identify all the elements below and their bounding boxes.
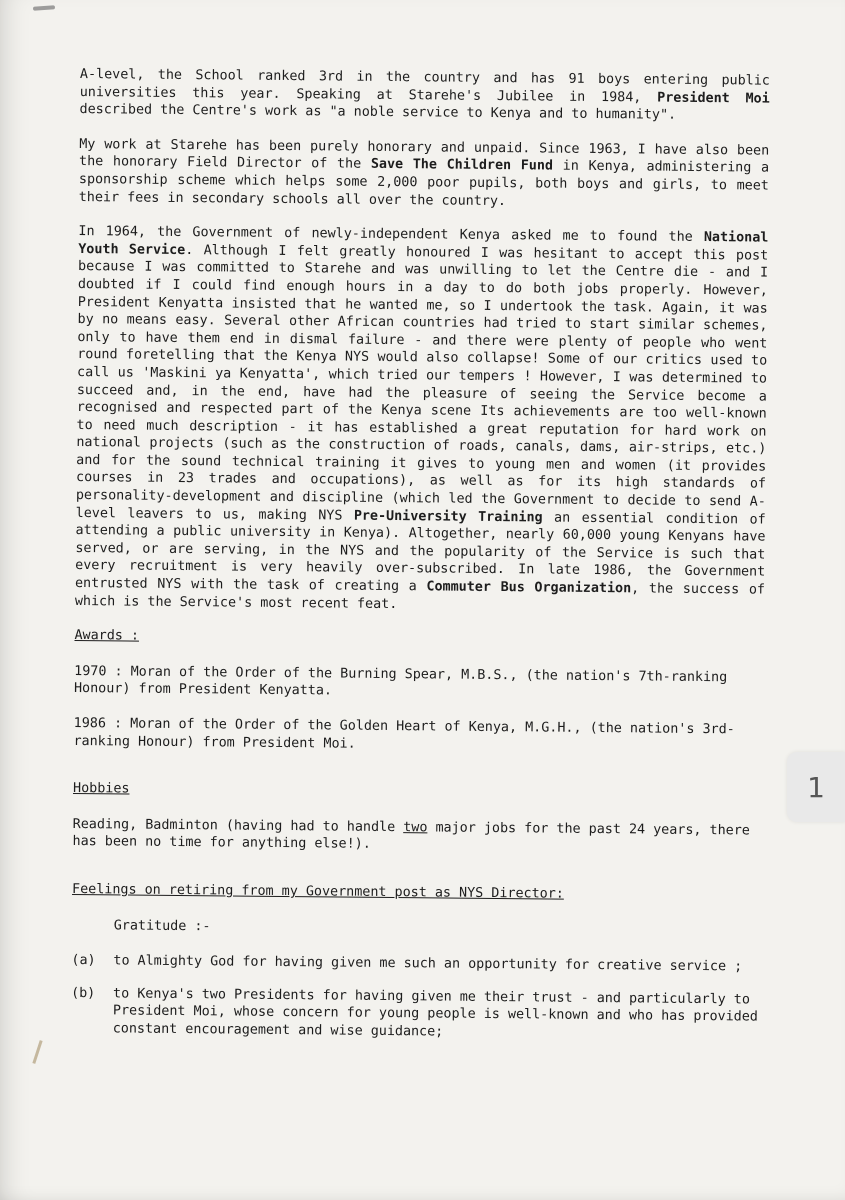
item-text: to Almighty God for having given me such an opportunity for creative service ; xyxy=(113,953,743,975)
item-label: (a) xyxy=(71,953,96,969)
item-text: to Kenya's two Presidents for having given me their trust - and particularly to President Moi, whose concern for young people is well-known and who has provided constant encouragement and wise guidance; xyxy=(112,986,758,1040)
award-1970: 1970 : Moran of the Order of the Burning Spear, M.B.S., (the nation's 7th-ranking Honour) from President Kenyatta. xyxy=(73,663,728,699)
bold-national-youth-service: National Youth Service xyxy=(78,230,769,258)
paragraph-national-youth-service: In 1964, the Government of newly-independent Kenya asked me to found the National Youth Service. Although I felt greatly honoured I was hesitant to accept this post because I was committed to Starehe and was unwilling to let the Centre die - and I doubted if I could find enough hours in a day to do both jobs properly. However, President Kenyatta insisted that he wanted me, so I undertook the task. Again, it was by no means easy. Several other African countries had tried to start similar schemes, only to have them end in dismal failure - and there were plenty of people who went round foretelling that the Kenya NYS would also collapse! Some of our critics used to call us 'Maskini ya Kenyatta', which tried our tempers ! However, I was determined to succeed and, in the end, have had the pleasure of seeing the Service become a recognised and respected part of the Kenya scene Its achievements are too well-known to need much description - it has established a great reputation for hard work on national projects (such as the construction of roads, canals, dams, air-strips, etc.) and for the sound technical training it gives to young men and women (it provides courses in 23 trades and occupations), as well as for its high standards of personality-development and discipline (which led the Government to decide to send A-level leavers to us, making NYS Pre-University Training an essential condition of attending a public university in Kenya). Altogether, nearly 60,000 young Kenyans have served, or are serving, in the NYS and the popularity of the Service is such that every recruitment is very heavily over-subscribed. In late 1986, the Government entrusted NYS with the task of creating a Commuter Bus Organization, the success of which is the Service's most recent feat. xyxy=(74,224,769,612)
corner-pencil-mark xyxy=(33,5,55,11)
gratitude-item-a xyxy=(71,952,761,976)
page-number-tab[interactable] xyxy=(787,752,845,822)
award-1986: 1986 : Moran of the Order of the Golden Heart of Kenya, M.G.H., (the nation's 3rd-ranking Honour) from President Moi. xyxy=(73,715,735,752)
paragraph-starehe-results: A-level, the School ranked 3rd in the country and has 91 boys entering public universities this year. Speaking at Starehe's Jubilee in 1984, President Moi described the Centre's work as "a noble service to Kenya and to humanity". xyxy=(79,66,770,123)
page-number: 1 xyxy=(807,770,825,804)
bold-president-moi: President Moi xyxy=(657,90,770,107)
bold-commuter-bus-organization: Commuter Bus Organization xyxy=(426,579,632,597)
awards-heading: Awards : xyxy=(74,628,140,644)
gratitude-item-b xyxy=(71,985,761,1044)
gratitude-label: Gratitude :- xyxy=(113,917,211,934)
margin-mark xyxy=(32,1040,42,1064)
underlined-two: two xyxy=(403,819,428,836)
bold-save-the-children-fund: Save The Children Fund xyxy=(370,157,554,174)
feelings-heading: Feelings on retiring from my Government post as NYS Director: xyxy=(72,881,564,902)
typewritten-body xyxy=(71,66,770,1059)
hobbies-text: Reading, Badminton (having had to handle two major jobs for the past 24 years, there has been no time for anything else!). xyxy=(72,816,750,853)
item-label: (b) xyxy=(71,985,96,1001)
bold-pre-university-training: Pre-University Training xyxy=(353,508,543,526)
paragraph-save-the-children: My work at Starehe has been purely honorary and unpaid. Since 1963, I have also been the honorary Field Director of the Save The Children Fund in Kenya, administering a sponsorship scheme which helps some 2,000 poor pupils, both boys and girls, to meet their fees in secondary schools all over the country. xyxy=(78,136,770,209)
hobbies-heading: Hobbies xyxy=(72,781,130,797)
